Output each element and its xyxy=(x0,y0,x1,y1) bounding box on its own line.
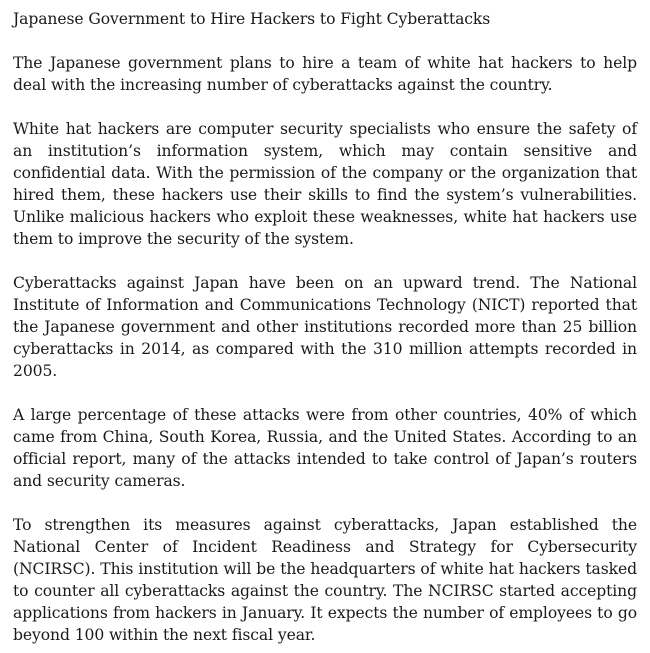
article xyxy=(13,8,637,646)
article-paragraph-2: White hat hackers are computer security specialists who ensure the safety of an institution’s information system, which may contain sensitive and confidential data. With the permission of the company or the organization that hired them, these hackers use their skills to find the system’s vulnerabilities. Unlike malicious hackers who exploit these weaknesses, white hat hackers use them to improve the security of the system. xyxy=(13,120,637,248)
article-paragraph-4: A large percentage of these attacks were from other countries, 40% of which came from China, South Korea, Russia, and the United States. According to an official report, many of the attacks intended to take control of Japan’s routers and security cameras. xyxy=(13,406,637,490)
article-paragraph-3: Cyberattacks against Japan have been on an upward trend. The National Institute of Information and Communications Technology (NICT) reported that the Japanese government and other institutions recorded more than 25 billion cyberattacks in 2014, as compared with the 310 million attempts recorded in 2005. xyxy=(13,274,637,380)
article-paragraph-1: The Japanese government plans to hire a team of white hat hackers to help deal with the increasing number of cyberattacks against the country. xyxy=(13,54,637,94)
article-paragraph-5: To strengthen its measures against cyberattacks, Japan established the National Center of Incident Readiness and Strategy for Cybersecurity (NCIRSC). This institution will be the headquarters of white hat hackers tasked to counter all cyberattacks against the country. The NCIRSC started accepting applications from hackers in January. It expects the number of employees to go beyond 100 within the next fiscal year. xyxy=(13,516,637,644)
article-title: Japanese Government to Hire Hackers to Fight Cyberattacks xyxy=(13,10,491,28)
